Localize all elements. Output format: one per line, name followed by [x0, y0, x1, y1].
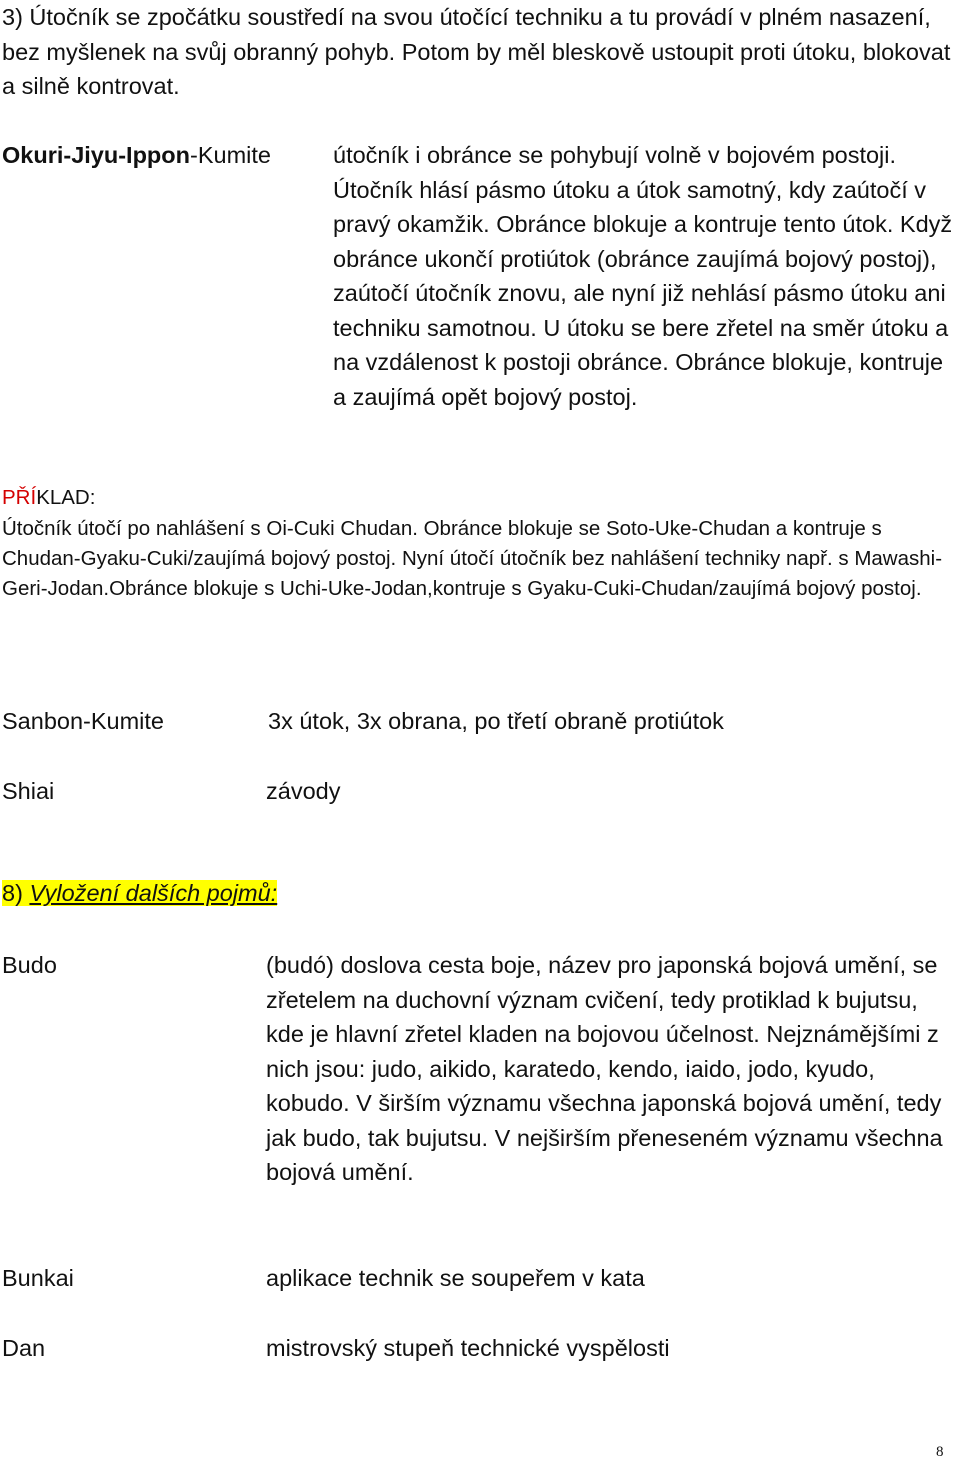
section-heading	[2, 876, 277, 911]
section-title: Vyložení dalších pojmů:	[29, 880, 278, 906]
section-heading-highlight	[2, 880, 277, 906]
okuri-term-rest: -Kumite	[190, 142, 271, 168]
budo-term: Budo	[2, 952, 57, 978]
section-number: 8)	[2, 880, 23, 906]
example-heading	[2, 483, 95, 513]
shiai-definition: závody	[266, 778, 341, 804]
bunkai-term: Bunkai	[2, 1265, 74, 1291]
okuri-jiyu-ippon-kumite-definition: útočník i obránce se pohybují volně v bojovém postoji. Útočník hlásí pásmo útoku a útok samotný, kdy zaútočí v pravý okamžik. Obránce blokuje a kontruje tento útok. Když obránce ukončí protiútok (obránce zaujímá bojový postoj), zaútočí útočník znovu, ale nyní již nehlásí pásmo útoku ani techniku samotnou. U útoku se bere zřetel na směr útoku a na vzdálenost k postoji obránce. Obránce blokuje, kontruje a zaujímá opět bojový postoj.	[333, 142, 953, 410]
okuri-term-bold: Okuri-Jiyu-Ippon	[2, 142, 190, 168]
shiai-term: Shiai	[2, 778, 55, 804]
sanbon-kumite-term: Sanbon-Kumite	[2, 708, 164, 734]
bunkai-definition: aplikace technik se soupeřem v kata	[266, 1265, 645, 1291]
dan-definition: mistrovský stupeň technické vyspělosti	[266, 1335, 670, 1361]
page-number: 8	[936, 1444, 944, 1460]
sanbon-kumite-definition: 3x útok, 3x obrana, po třetí obraně protiútok	[268, 708, 724, 734]
intro-paragraph: 3) Útočník se zpočátku soustředí na svou útočící techniku a tu provádí v plném nasazení, bez myšlenek na svůj obranný pohyb. Potom by měl bleskově ustoupit proti útoku, blokovat a silně kontrovat.	[2, 4, 951, 99]
example-text: Útočník útočí po nahlášení s Oi-Cuki Chudan. Obránce blokuje se Soto-Uke-Chudan a kontruje s Chudan-Gyaku-Cuki/zaujímá bojový postoj. Nyní útočí útočník bez nahlášení techniky např. s Mawashi-Geri-Jodan.Obránce blokuje s Uchi-Uke-Jodan,kontruje s Gyaku-Cuki-Chudan/zaujímá bojový postoj.	[2, 517, 943, 600]
example-heading-rest: KLAD:	[36, 486, 96, 509]
okuri-jiyu-ippon-kumite-term	[2, 138, 271, 173]
example-heading-accent: PŘÍ	[2, 486, 37, 509]
dan-term: Dan	[2, 1335, 46, 1361]
budo-definition: (budó) doslova cesta boje, název pro japonská bojová umění, se zřetelem na duchovní význam cvičení, tedy protiklad k bujutsu, kde je hlavní zřetel kladen na bojovou účelnost. Nejznámějšími z nich jsou: judo, aikido, karatedo, kendo, iaido, jodo, kyudo, kobudo. V širším významu všechna japonská bojová umění, tedy jak budo, tak bujutsu. V nejširším přeneseném významu všechna bojová umění.	[266, 952, 943, 1185]
